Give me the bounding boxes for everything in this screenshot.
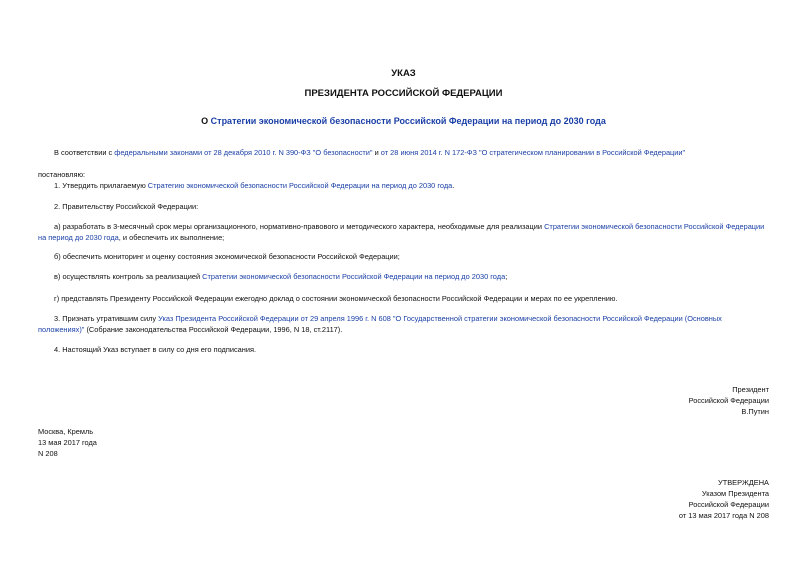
item-3 [38, 313, 770, 335]
document-title: УКАЗ [391, 68, 416, 79]
item-2v-link[interactable]: Стратегии экономической безопасности Российской Федерации на период до 2030 года [202, 272, 506, 281]
item-3-suffix: (Собрание законодательства Российской Федерации, 1996, N 18, ст.2117). [84, 325, 343, 334]
approval-country: Российской Федерации [688, 500, 769, 509]
subject-link[interactable]: Стратегии экономической безопасности Российской Федерации на период до 2030 года [210, 116, 606, 126]
item-2a-suffix: , и обеспечить их выполнение; [118, 233, 225, 242]
item-2: 2. Правительству Российской Федерации: [54, 202, 199, 211]
signature-name: В.Путин [741, 407, 769, 416]
item-1-suffix: . [452, 181, 455, 190]
approval-date: от 13 мая 2017 года N 208 [678, 511, 769, 520]
item-2b: б) обеспечить мониторинг и оценку состояния экономической безопасности Российской Федерации; [54, 252, 400, 261]
signature-title: Президент [732, 385, 769, 394]
signature-country: Российской Федерации [688, 396, 769, 405]
approval-by: Указом Президента [701, 489, 769, 498]
item-4: 4. Настоящий Указ вступает в силу со дня его подписания. [54, 345, 257, 354]
subject-prefix: О [201, 116, 211, 126]
preamble-mid: и [372, 148, 381, 157]
item-3-prefix: 3. Признать утратившим силу [54, 314, 159, 323]
signing-place: Москва, Кремль [38, 427, 94, 436]
signing-date: 13 мая 2017 года [38, 438, 97, 447]
item-2v-suffix: ; [505, 272, 508, 281]
signature-block [689, 384, 769, 417]
item-2a-link[interactable]: Стратегии экономической безопасности Российской Федерации на период до 2030 года [38, 222, 765, 242]
document-issuer: ПРЕЗИДЕНТА РОССИЙСКОЙ ФЕДЕРАЦИИ [304, 88, 503, 99]
item-2a [38, 221, 770, 243]
document-subject [0, 116, 807, 126]
preamble [54, 147, 685, 158]
item-1 [54, 180, 454, 191]
item-1-link[interactable]: Стратегию экономической безопасности Российской Федерации на период до 2030 года [147, 181, 453, 190]
decree-word: постановляю: [38, 170, 86, 179]
decree-number: N 208 [38, 449, 58, 458]
item-1-prefix: 1. Утвердить прилагаемую [54, 181, 148, 190]
preamble-law-link-2[interactable]: от 28 июня 2014 г. N 172-ФЗ "О стратегическом планировании в Российской Федерации" [380, 148, 686, 157]
item-2v [54, 271, 507, 282]
approval-block [679, 477, 769, 521]
approval-heading: УТВЕРЖДЕНА [718, 478, 769, 487]
item-2a-prefix: а) разработать в 3-месячный срок меры организационного, нормативно-правового и методического характера, необходимые для реализации [54, 222, 545, 231]
item-2v-prefix: в) осуществлять контроль за реализацией [54, 272, 203, 281]
preamble-prefix: В соответствии с [54, 148, 115, 157]
item-2g: г) представлять Президенту Российской Федерации ежегодно доклад о состоянии экономической безопасности Российской Федерации и мерах по ее укреплению. [54, 294, 618, 303]
item-3-link[interactable]: Указ Президента Российской Федерации от 29 апреля 1996 г. N 608 "О Государственной стратегии экономической безопасности Российской Федерации (Основных положениях)" [38, 314, 722, 334]
place-date-block [38, 426, 97, 459]
preamble-law-link-1[interactable]: федеральными законами от 28 декабря 2010 г. N 390-ФЗ "О безопасности" [114, 148, 373, 157]
